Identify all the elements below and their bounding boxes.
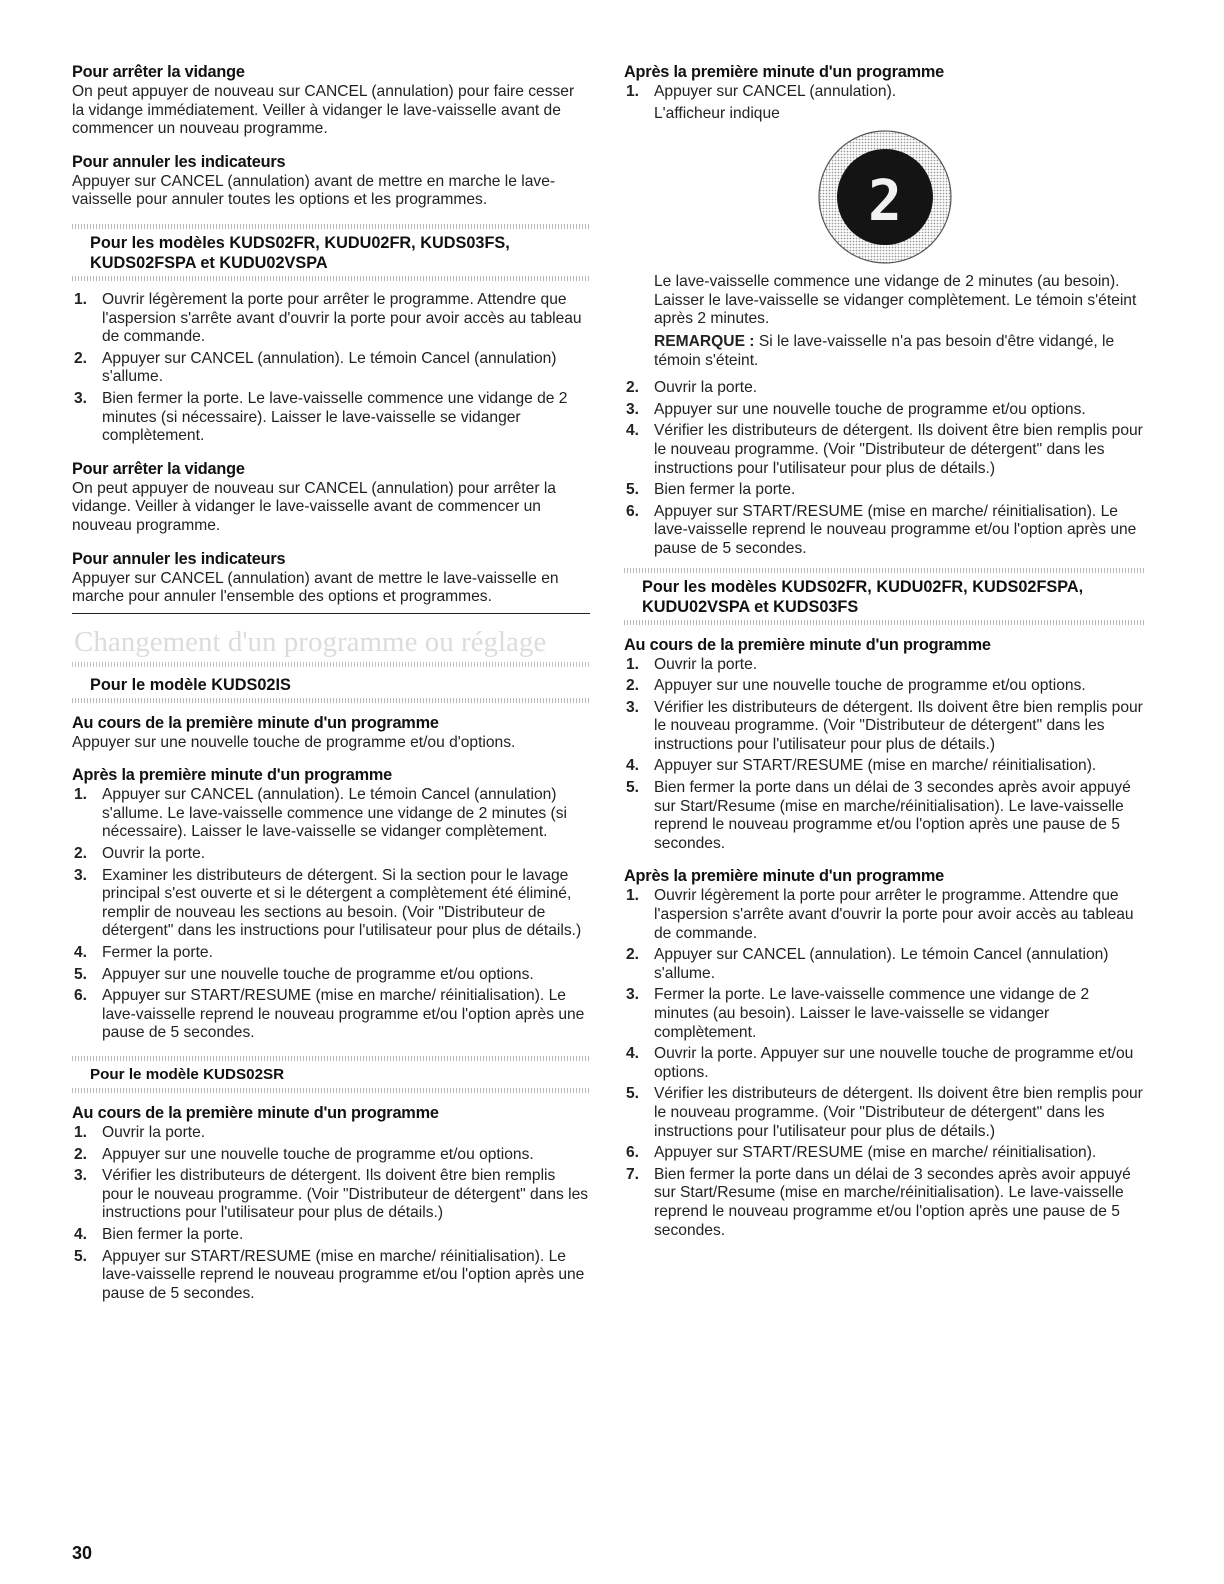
step-number: 4.	[626, 422, 640, 440]
step-list	[72, 1124, 590, 1303]
step-text: Appuyer sur une nouvelle touche de programme et/ou options.	[654, 400, 1086, 418]
step-number: 4.	[74, 1225, 88, 1243]
list-item	[72, 944, 590, 963]
step-number: 2.	[74, 1145, 88, 1163]
step-number: 1.	[74, 786, 88, 804]
step-number: 2.	[626, 677, 640, 695]
step-number: 2.	[626, 946, 640, 964]
after-first-minute-section	[624, 866, 1146, 1240]
step-number: 5.	[74, 965, 88, 983]
step-text: Appuyer sur START/RESUME (mise en marche/ réinitialisation). Le lave-vaisselle reprend le nouveau programme et/ou l'option après une pause de 5 secondes.	[654, 502, 1137, 557]
step-number: 7.	[626, 1165, 640, 1183]
step-number: 5.	[626, 1085, 640, 1103]
step-text: Appuyer sur CANCEL (annulation).	[654, 83, 897, 100]
section-text: Appuyer sur une nouvelle touche de programme et/ou d'options.	[72, 733, 516, 751]
cancel-indicators-section	[72, 152, 590, 210]
step-text: Bien fermer la porte dans un délai de 3 secondes après avoir appuyé sur Start/Resume (mise en marche/réinitialisation). Le lave-vaisselle reprend le nouveau programme et/ou l'option après une pause de 5 secondes.	[654, 1165, 1131, 1239]
step-number: 3.	[626, 400, 640, 418]
step-text: Appuyer sur CANCEL (annulation). Le témoin Cancel (annulation) s'allume.	[102, 349, 557, 386]
list-item	[72, 966, 590, 985]
list-item	[72, 1226, 590, 1245]
step-text: Bien fermer la porte dans un délai de 3 secondes après avoir appuyé sur Start/Resume (mise en marche/réinitialisation). Le lave-vaisselle reprend le nouveau programme et/ou l'option après une pause de 5 secondes.	[654, 779, 1131, 852]
list-item	[624, 986, 1146, 1042]
list-item	[624, 757, 1146, 776]
list-item	[72, 291, 590, 347]
step-number: 5.	[74, 1247, 88, 1265]
note	[624, 333, 1146, 370]
display-digit: 2	[868, 169, 902, 235]
step-number: 1.	[626, 887, 640, 905]
right-column	[624, 62, 1146, 1253]
step-text: Bien fermer la porte. Le lave-vaisselle commence une vidange de 2 minutes (si nécessaire). Laisser le lave-vaisselle se vidanger complètement.	[102, 389, 568, 445]
step-number: 5.	[626, 779, 640, 797]
stipple-rule	[72, 662, 590, 667]
step-text: Bien fermer la porte.	[102, 1225, 244, 1243]
step-number: 1.	[74, 1124, 88, 1141]
step-number: 2.	[626, 379, 640, 397]
section-heading: Au cours de la première minute d'un programme	[624, 635, 991, 654]
step-text: Appuyer sur CANCEL (annulation). Le témoin Cancel (annulation) s'allume.	[654, 946, 1109, 982]
display-explanation: Le lave-vaisselle commence une vidange de 2 minutes (au besoin). Laisser le lave-vaisselle se vidanger complètement. Le témoin s'éteint après 2 minutes.	[654, 273, 1137, 328]
section-text: Appuyer sur CANCEL (annulation) avant de mettre le lave-vaisselle en marche pour annuler l'ensemble des options et programmes.	[72, 569, 559, 606]
step-number: 3.	[626, 698, 640, 716]
display-icon	[624, 129, 1146, 267]
step-list	[624, 887, 1146, 1240]
step-number: 1.	[626, 655, 640, 673]
section-heading: Après la première minute d'un programme	[624, 867, 944, 886]
list-item	[624, 779, 1146, 853]
step-number: 6.	[74, 987, 88, 1005]
list-item	[72, 987, 590, 1043]
model-box-fr-fs	[624, 568, 1146, 625]
list-item	[624, 677, 1146, 696]
step-text: Appuyer sur une nouvelle touche de programme et/ou options.	[654, 677, 1086, 695]
stop-drain-section	[72, 459, 590, 536]
first-minute-section	[72, 1103, 590, 1303]
list-item	[624, 401, 1146, 420]
list-item	[624, 481, 1146, 500]
list-item	[624, 699, 1146, 755]
cancel-indicators-section	[72, 549, 590, 607]
model-title: Pour le modèle KUDS02SR	[90, 1066, 285, 1083]
step-text: Vérifier les distributeurs de détergent. Ils doivent être bien remplis pour le nouveau programme. (Voir "Distributeur de détergent" dans les instructions pour l'utilisateur pour plus de détails.)	[654, 1085, 1143, 1140]
list-item	[624, 503, 1146, 559]
step-number: 3.	[626, 986, 640, 1004]
step-number: 2.	[74, 349, 88, 367]
section-heading: Au cours de la première minute d'un programme	[72, 1104, 439, 1122]
list-item	[624, 656, 1146, 675]
step-text: Appuyer sur START/RESUME (mise en marche/ réinitialisation). Le lave-vaisselle reprend le nouveau programme et/ou l'option après une pause de 5 secondes.	[102, 987, 585, 1042]
step-number: 1.	[626, 83, 640, 100]
step-text: Fermer la porte. Le lave-vaisselle commence une vidange de 2 minutes (au besoin). Laisser le lave-vaisselle se vidanger complètement.	[654, 986, 1090, 1041]
first-minute-section	[72, 713, 590, 753]
section-title: Changement d'un programme ou réglage	[74, 625, 547, 658]
step-text: Ouvrir la porte.	[102, 845, 206, 863]
note-label: REMARQUE :	[654, 332, 755, 350]
first-minute-section	[624, 635, 1146, 854]
page-number: 30	[72, 1543, 93, 1563]
section-heading: Pour annuler les indicateurs	[72, 152, 286, 171]
display-figure	[624, 129, 1146, 267]
step-text: Ouvrir la porte.	[102, 1124, 206, 1141]
section-heading: Après la première minute d'un programme	[72, 766, 392, 785]
stipple-rule	[72, 698, 590, 703]
model-box-sr	[72, 1056, 590, 1093]
note-text: Si le lave-vaisselle n'a pas besoin d'être vidangé, le témoin s'éteint.	[654, 332, 1115, 369]
section-heading: Pour arrêter la vidange	[72, 63, 245, 81]
list-item	[72, 350, 590, 387]
step-text: Ouvrir la porte.	[654, 655, 758, 673]
step-text: Fermer la porte.	[102, 944, 213, 962]
step-list	[624, 83, 1146, 102]
list-item	[72, 390, 590, 446]
step-number: 3.	[74, 1167, 88, 1185]
list-item	[72, 1124, 590, 1143]
step-number: 4.	[626, 1045, 640, 1063]
model-box-fr-fs	[72, 224, 590, 281]
list-item	[72, 1167, 590, 1223]
step-list	[624, 379, 1146, 558]
after-first-minute-section	[624, 62, 1146, 559]
section-heading: Pour arrêter la vidange	[72, 459, 245, 478]
step-list	[72, 291, 590, 446]
step-text: Appuyer sur CANCEL (annulation). Le témoin Cancel (annulation) s'allume. Le lave-vaisselle commence une vidange de 2 minutes (si nécessaire). Laisser le lave-vaisselle se vidanger complètement.	[102, 786, 567, 841]
list-item	[72, 786, 590, 842]
step-text: Vérifier les distributeurs de détergent. Ils doivent être bien remplis pour le nouveau programme. (Voir "Distributeur de détergent" dans les instructions pour l'utilisateur pour plus de détails.)	[654, 698, 1143, 753]
step-text: Ouvrir la porte. Appuyer sur une nouvelle touche de programme et/ou options.	[654, 1045, 1134, 1081]
step-number: 5.	[626, 481, 640, 499]
step-text: Ouvrir légèrement la porte pour arrêter le programme. Attendre que l'aspersion s'arrête avant d'ouvrir la porte pour avoir accès au tableau de commande.	[102, 290, 582, 346]
step-number: 3.	[74, 866, 88, 884]
step-text: Ouvrir légèrement la porte pour arrêter le programme. Attendre que l'aspersion s'arrête avant d'ouvrir la porte pour avoir accès au tableau de commande.	[654, 887, 1134, 942]
step-list	[72, 786, 590, 1043]
step-text: Appuyer sur START/RESUME (mise en marche/ réinitialisation).	[654, 1144, 1097, 1162]
section-heading: Après la première minute d'un programme	[624, 63, 944, 81]
stop-drain-section	[72, 62, 590, 139]
step-number: 4.	[626, 757, 640, 775]
list-item	[624, 83, 1146, 102]
step-number: 6.	[626, 502, 640, 520]
list-item	[72, 1248, 590, 1304]
model-box-is	[72, 675, 590, 703]
step-text: Examiner les distributeurs de détergent. Si la section pour le lavage principal s'est ouverte et si le détergent a complètement été éliminé, remplir de nouveau les sections au besoin. (Voir "Distributeur de détergent" dans les instructions pour l'utilisateur pour plus de détails.)	[102, 866, 582, 940]
display-label: L'afficheur indique	[654, 104, 780, 122]
model-title: Pour les modèles KUDS02FR, KUDU02FR, KUDS02FSPA, KUDU02VSPA et KUDS03FS	[642, 577, 1084, 616]
left-column	[72, 62, 590, 1316]
section-text: On peut appuyer de nouveau sur CANCEL (annulation) pour faire cesser la vidange immédiatement. Veiller à vidanger le lave-vaisselle avant de commencer un nouveau programme.	[72, 83, 575, 138]
stipple-rule	[72, 276, 590, 281]
section-text: Appuyer sur CANCEL (annulation) avant de mettre en marche le lave-vaisselle pour annuler toutes les options et les programmes.	[72, 172, 556, 209]
step-text: Appuyer sur une nouvelle touche de programme et/ou options.	[102, 965, 534, 983]
section-text: On peut appuyer de nouveau sur CANCEL (annulation) pour arrêter la vidange. Veiller à vidanger le lave-vaisselle avant de commencer un nouveau programme.	[72, 479, 556, 534]
step-text: Vérifier les distributeurs de détergent. Ils doivent être bien remplis pour le nouveau programme. (Voir "Distributeur de détergent" dans les instructions pour l'utilisateur pour plus de détails.)	[654, 422, 1143, 477]
step-number: 2.	[74, 845, 88, 863]
stipple-rule	[72, 1088, 590, 1093]
list-item	[624, 946, 1146, 983]
step-text: Vérifier les distributeurs de détergent. Ils doivent être bien remplis pour le nouveau programme. (Voir "Distributeur de détergent" dans les instructions pour l'utilisateur pour plus de détails.)	[102, 1167, 589, 1222]
model-title: Pour le modèle KUDS02IS	[90, 675, 291, 694]
list-item	[624, 422, 1146, 478]
step-text: Appuyer sur une nouvelle touche de programme et/ou options.	[102, 1145, 534, 1163]
step-number: 1.	[74, 290, 88, 308]
step-text: Bien fermer la porte.	[654, 481, 796, 499]
list-item	[624, 1045, 1146, 1082]
step-text: Appuyer sur START/RESUME (mise en marche/ réinitialisation).	[654, 757, 1097, 775]
model-title: Pour les modèles KUDS02FR, KUDU02FR, KUDS03FS, KUDS02FSPA et KUDU02VSPA	[90, 233, 510, 272]
step-number: 6.	[626, 1144, 640, 1162]
step-text: Appuyer sur START/RESUME (mise en marche/ réinitialisation). Le lave-vaisselle reprend le nouveau programme et/ou l'option après une pause de 5 secondes.	[102, 1247, 585, 1302]
section-heading: Pour annuler les indicateurs	[72, 549, 286, 568]
after-first-minute-section	[72, 765, 590, 1043]
list-item	[624, 379, 1146, 398]
step-number: 3.	[74, 389, 88, 407]
list-item	[624, 1166, 1146, 1240]
list-item	[624, 887, 1146, 943]
list-item	[72, 845, 590, 864]
list-item	[624, 1144, 1146, 1163]
list-item	[72, 867, 590, 941]
section-title-block	[72, 613, 590, 667]
stipple-rule	[624, 620, 1146, 625]
section-heading: Au cours de la première minute d'un programme	[72, 713, 439, 732]
step-list	[624, 656, 1146, 854]
step-text: Ouvrir la porte.	[654, 379, 758, 397]
list-item	[72, 1146, 590, 1165]
step-number: 4.	[74, 944, 88, 962]
list-item	[624, 1085, 1146, 1141]
